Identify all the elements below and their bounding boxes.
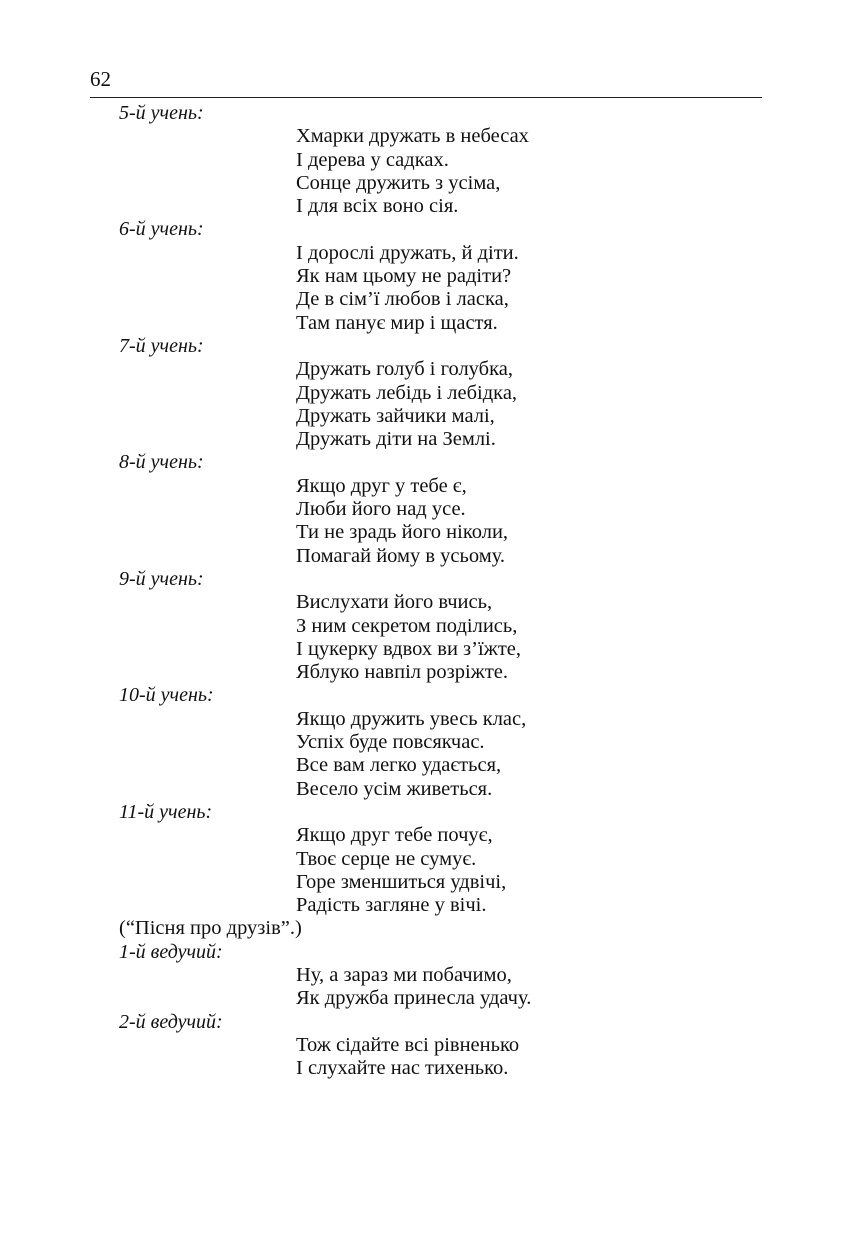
verse-line: Ну, а зараз ми побачимо, (296, 963, 512, 986)
verse-line: Ти не зрадь його ніколи, (296, 521, 509, 544)
stanza-host-2 (119, 1011, 759, 1081)
verse-line: Хмарки дружать в небесах (296, 125, 529, 148)
verse-line: Тож сідайте всі рівненько (296, 1033, 520, 1056)
verse (296, 591, 759, 684)
stanza-student-6 (119, 218, 759, 334)
stanza-student-10 (119, 684, 759, 800)
page-content (119, 102, 759, 1080)
verse-line: Дружать лебідь і лебідка, (296, 381, 518, 404)
verse-line: Якщо друг у тебе є, (296, 474, 467, 497)
verse-line: Все вам легко удається, (296, 754, 502, 777)
verse-line: І для всіх воно сія. (296, 195, 459, 218)
speaker-label: 7-й учень: (119, 334, 204, 357)
stanza-student-9 (119, 568, 759, 684)
verse-line: Якщо друг тебе почує, (296, 824, 493, 847)
stanza-student-11 (119, 801, 759, 917)
verse-line: Яблуко навпіл розріжте. (296, 661, 509, 684)
verse-line: Горе зменшиться удвічі, (296, 870, 507, 893)
speaker-label: 10-й учень: (119, 684, 214, 707)
verse-line: Де в сім’ї любов і ласка, (296, 288, 509, 311)
verse-line: Як дружба принесла удачу. (296, 987, 532, 1010)
speaker-label: 9-й учень: (119, 567, 204, 590)
speaker-label: 6-й учень: (119, 218, 204, 241)
verse-line: Успіх буде повсякчас. (296, 731, 485, 754)
verse-line: Вислухати його вчись, (296, 591, 493, 614)
verse (296, 242, 759, 335)
speaker-label: 11-й учень: (119, 800, 213, 823)
speaker-label: 5-й учень: (119, 102, 204, 124)
page-number: 62 (90, 67, 111, 91)
verse (296, 708, 759, 801)
header-rule (90, 97, 762, 98)
verse (296, 824, 759, 917)
verse-line: Люби його над усе. (296, 498, 466, 521)
verse-line: Сонце дружить з усіма, (296, 171, 501, 194)
stanza-student-7 (119, 335, 759, 451)
verse-line: І цукерку вдвох ви з’їжте, (296, 637, 522, 660)
verse-line: Якщо дружить увесь клас, (296, 707, 527, 730)
verse-line: Дружать зайчики малі, (296, 404, 495, 427)
stanza-student-5 (119, 102, 759, 218)
verse-line: Дружать діти на Землі. (296, 428, 496, 451)
verse-line: Весело усім живеться. (296, 777, 493, 800)
verse (296, 1034, 759, 1081)
stage-direction: (“Пісня про друзів”.) (119, 917, 302, 940)
verse (296, 358, 759, 451)
verse-line: Твоє серце не сумує. (296, 847, 477, 870)
verse-line: Помагай йому в усьому. (296, 544, 506, 567)
speaker-label: 8-й учень: (119, 451, 204, 474)
verse-line: І дорослі дружать, й діти. (296, 241, 519, 264)
verse-line: З ним секретом поділись, (296, 614, 518, 637)
speaker-label: 1-й ведучий: (119, 940, 223, 963)
stanza-host-1 (119, 941, 759, 1011)
verse-line: Радість загляне у вічі. (296, 894, 487, 917)
verse (296, 964, 759, 1011)
verse (296, 125, 759, 218)
verse-line: І дерева у садках. (296, 148, 449, 171)
verse-line: Там панує мир і щастя. (296, 311, 498, 334)
verse-line: І слухайте нас тихенько. (296, 1057, 509, 1080)
verse-line: Як нам цьому не радіти? (296, 265, 512, 288)
verse-line: Дружать голуб і голубка, (296, 358, 513, 381)
verse (296, 475, 759, 568)
speaker-label: 2-й ведучий: (119, 1010, 223, 1033)
stanza-student-8 (119, 451, 759, 567)
